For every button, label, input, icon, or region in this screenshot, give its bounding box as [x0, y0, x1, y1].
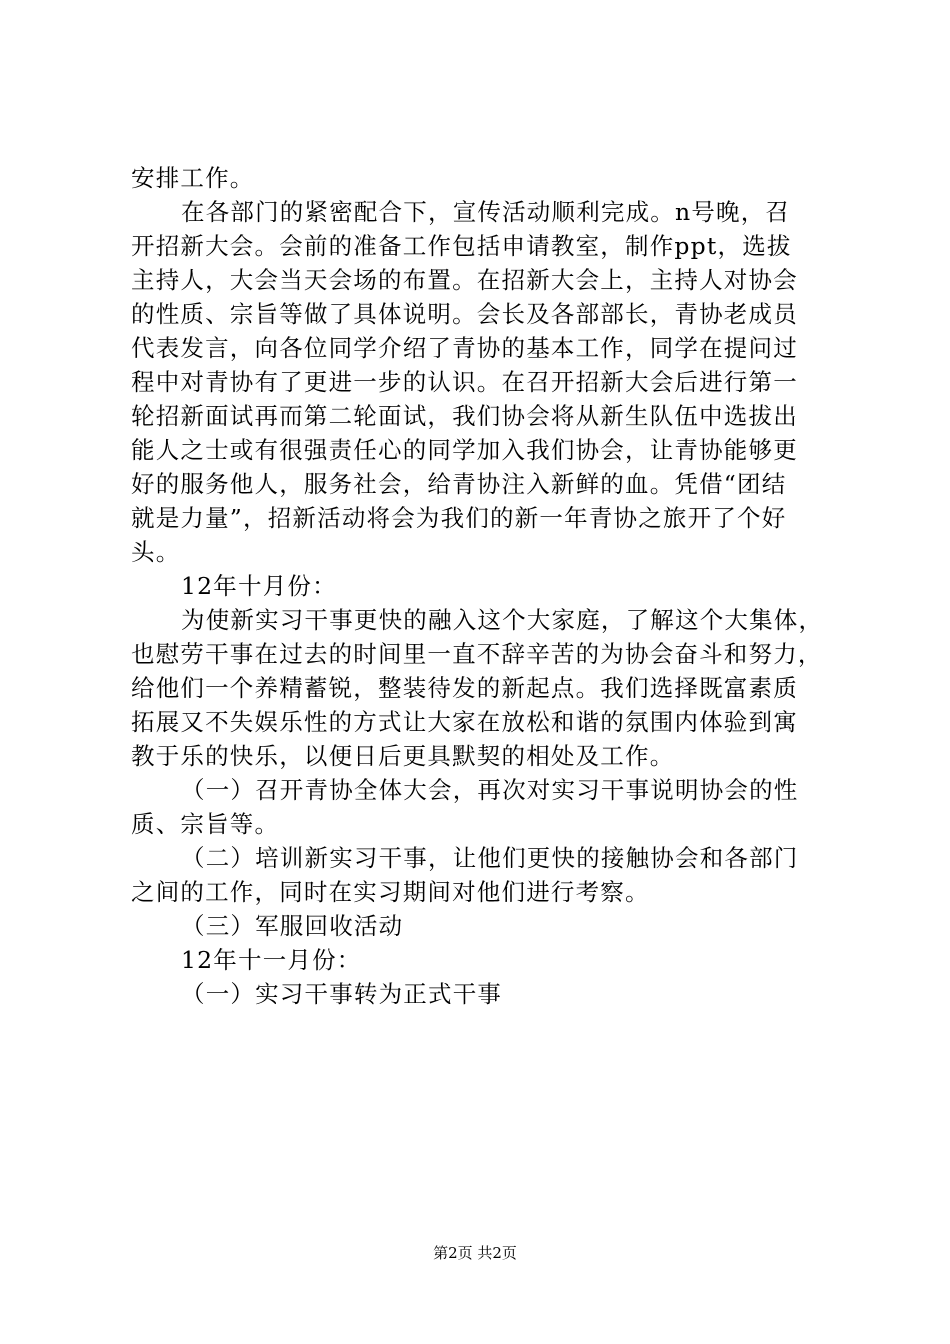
text-line: 程中对青协有了更进一步的认识。在召开招新大会后进行第一 — [131, 368, 798, 396]
text-line: 质、宗旨等。 — [131, 810, 280, 838]
text-line: 安排工作。 — [131, 164, 255, 192]
text-line: （二）培训新实习干事，让他们更快的接触协会和各部门 — [181, 844, 799, 872]
text-line: 头。 — [131, 538, 181, 566]
text-line: （三）军服回收活动 — [181, 912, 404, 940]
text-line: 能人之士或有很强责任心的同学加入我们协会，让青协能够更 — [131, 436, 798, 464]
text-line: 代表发言，向各位同学介绍了青协的基本工作，同学在提问过 — [131, 334, 798, 362]
text-line: 好的服务他人，服务社会，给青协注入新鲜的血。凭借“团结 — [131, 470, 787, 498]
text-line: 12年十月份： — [181, 572, 337, 600]
page-footer: 第2页 共2页 — [433, 1244, 517, 1262]
text-line: 给他们一个养精蓄锐，整装待发的新起点。我们选择既富素质 — [131, 674, 798, 702]
text-line: 拓展又不失娱乐性的方式让大家在放松和谐的氛围内体验到寓 — [131, 708, 798, 736]
text-line: 轮招新面试再而第二轮面试，我们协会将从新生队伍中选拔出 — [131, 402, 798, 430]
text-line: 教于乐的快乐，以便日后更具默契的相处及工作。 — [131, 742, 675, 770]
text-line: 也慰劳干事在过去的时间里一直不辞辛苦的为协会奋斗和努力， — [131, 640, 823, 668]
text-line: 就是力量”，招新活动将会为我们的新一年青协之旅开了个好 — [131, 504, 787, 532]
text-line: 的性质、宗旨等做了具体说明。会长及各部部长，青协老成员 — [131, 300, 798, 328]
text-line: 12年十一月份： — [181, 946, 362, 974]
text-line: 主持人，大会当天会场的布置。在招新大会上，主持人对协会 — [131, 266, 798, 294]
text-line: 在各部门的紧密配合下，宣传活动顺利完成。n号晚，召 — [181, 198, 791, 226]
text-line: 为使新实习干事更快的融入这个大家庭，了解这个大集体， — [181, 606, 824, 634]
text-line: 开招新大会。会前的准备工作包括申请教室，制作ppt，选拔 — [131, 232, 792, 260]
text-line: 之间的工作，同时在实习期间对他们进行考察。 — [131, 878, 650, 906]
text-line: （一）召开青协全体大会，再次对实习干事说明协会的性 — [181, 776, 799, 804]
text-line: （一）实习干事转为正式干事 — [181, 980, 503, 1008]
